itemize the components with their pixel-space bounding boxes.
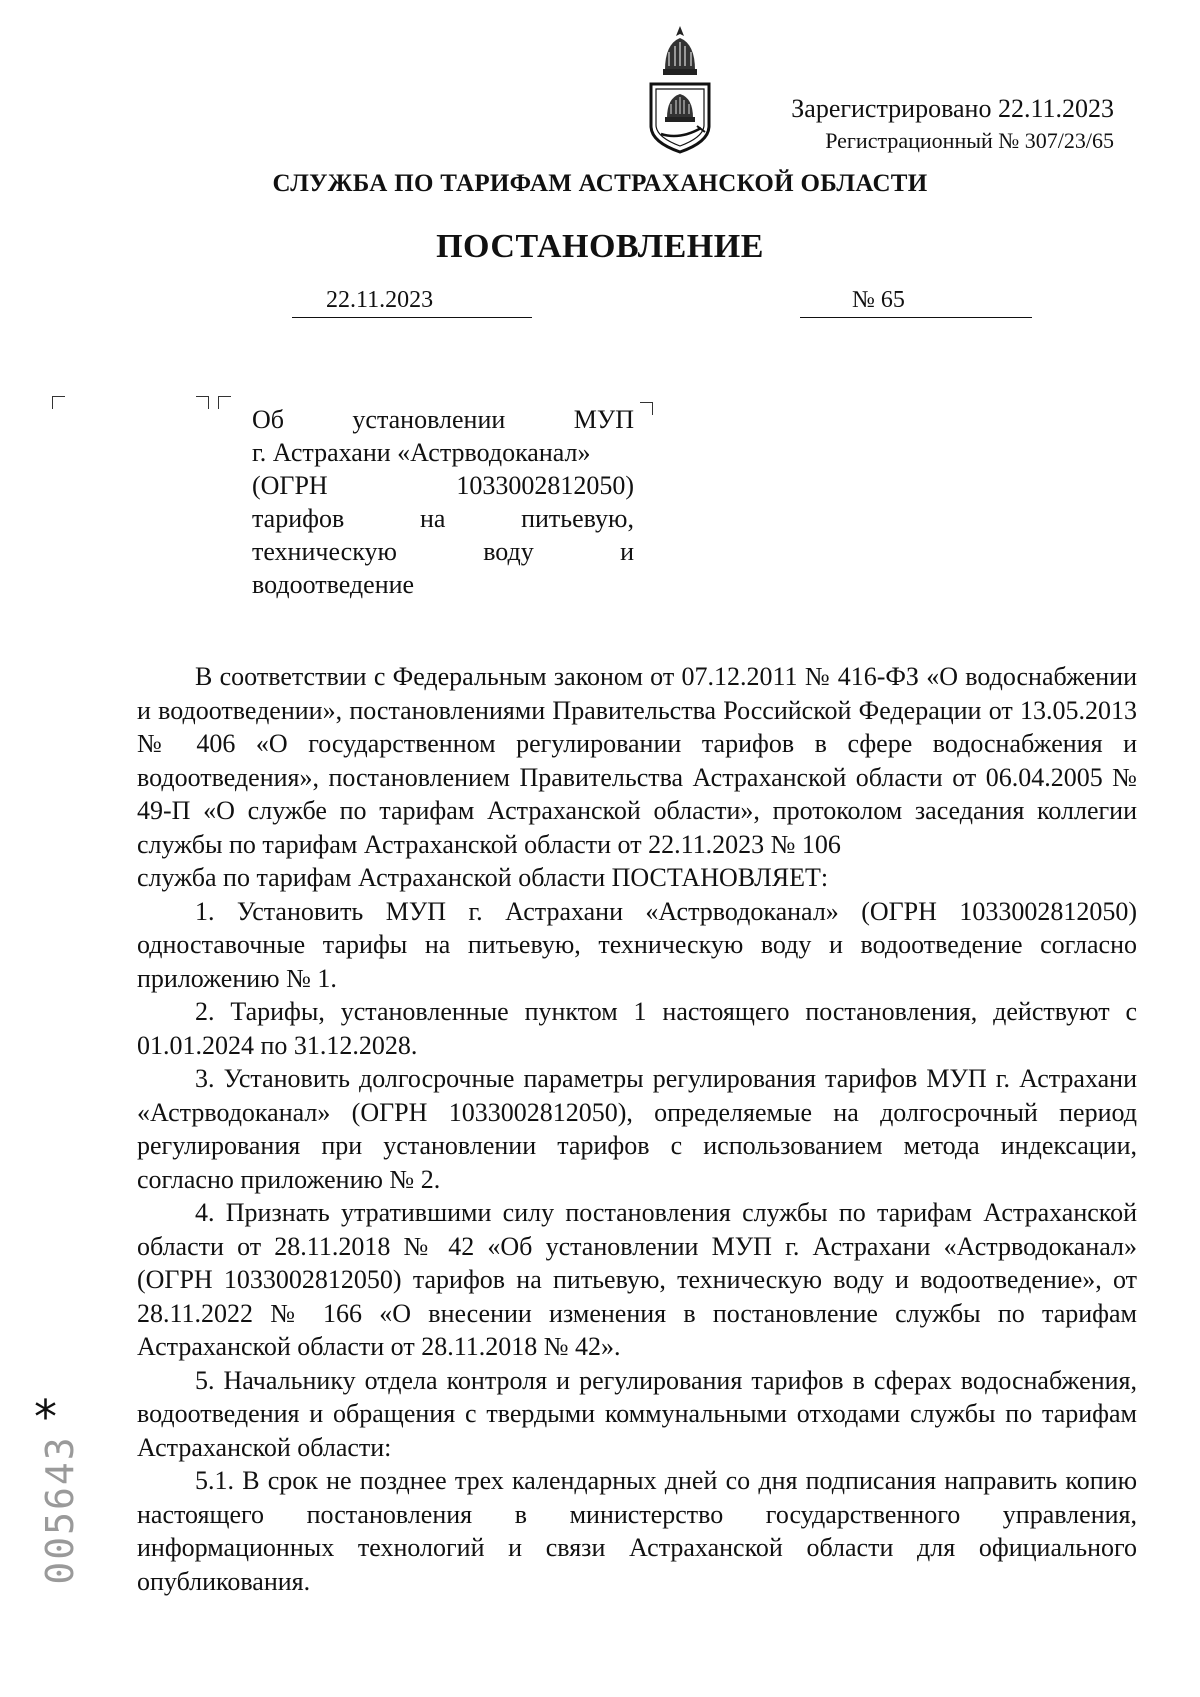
document-number-field: [800, 287, 1032, 318]
clause-paragraph: 2. Тарифы, установленные пунктом 1 настоящего постановления, действуют с 01.01.2024 по 31.12.2028.: [137, 997, 1137, 1060]
subject-line: (ОГРН 1033002812050): [252, 471, 634, 500]
document-date: 22.11.2023: [326, 287, 434, 313]
preamble-paragraph: В соответствии с Федеральным законом от 07.12.2011 № 416-ФЗ «О водоснабжении и водоотведении», постановлениями Правительства Российской Федерации от 13.05.2013 № 406 «О государственном регулировании тарифов в сфере водоснабжения и водоотведения», постановлением Правительства Астраханской области от 06.04.2005 № 49-П «О службе по тарифам Астраханской области», протоколом заседания коллегии службы по тарифам Астраханской области от 22.11.2023 № 106: [137, 662, 1137, 859]
subject-line: тарифов на питьевую,: [252, 504, 634, 533]
document-body: [137, 660, 1137, 1598]
margin-star-mark: *: [34, 1390, 57, 1444]
registration-number: Регистрационный № 307/23/65: [825, 128, 1114, 153]
document-type-title: ПОСТАНОВЛЕНИЕ: [436, 228, 764, 265]
subject-line: водоотведение: [252, 570, 415, 599]
bracket-corner-mark: [196, 396, 209, 409]
registration-block: [791, 92, 1114, 156]
registration-date: Зарегистрировано 22.11.2023: [791, 94, 1114, 123]
subject-line: Об установлении МУП: [252, 405, 634, 434]
bracket-corner-mark: [52, 396, 65, 409]
resolves-line: служба по тарифам Астраханской области ПОСТАНОВЛЯЕТ:: [137, 863, 829, 892]
subject-line: техническую воду и: [252, 537, 634, 566]
bracket-corner-mark: [218, 396, 231, 409]
document-subject: [252, 403, 634, 601]
subject-line: г. Астрахани «Астрводоканал»: [252, 438, 591, 467]
clause-paragraph: 5. Начальнику отдела контроля и регулирования тарифов в сферах водоснабжения, водоотведения и обращения с твердыми коммунальными отходами службы по тарифам Астраханской области:: [137, 1365, 1137, 1462]
bracket-corner-mark: [640, 402, 653, 415]
coat-of-arms-icon: [635, 22, 725, 157]
margin-serial-stamp: [38, 1435, 82, 1585]
clause-paragraph: 4. Признать утратившими силу постановления службы по тарифам Астраханской области от 28.11.2018 № 42 «Об установлении МУП г. Астрахани «Астрводоканал» (ОГРН 1033002812050) тарифов на питьевую, техническую воду и водоотведение», от 28.11.2022 № 166 «О внесении изменения в постановление службы по тарифам Астраханской области от 28.11.2018 № 42».: [137, 1198, 1137, 1361]
margin-serial-number: 005643: [38, 1435, 82, 1585]
document-number: № 65: [852, 287, 905, 313]
organization-title: СЛУЖБА ПО ТАРИФАМ АСТРАХАНСКОЙ ОБЛАСТИ: [272, 170, 928, 197]
document-date-field: [292, 287, 532, 318]
clause-paragraph: 3. Установить долгосрочные параметры регулирования тарифов МУП г. Астрахани «Астрводоканал» (ОГРН 1033002812050), определяемые на долгосрочный период регулирования при установлении тарифов с использованием метода индексации, согласно приложению № 2.: [137, 1064, 1137, 1194]
clause-paragraph: 5.1. В срок не позднее трех календарных дней со дня подписания направить копию настоящего постановления в министерство государственного управления, информационных технологий и связи Астраханской области для официального опубликования.: [137, 1466, 1137, 1596]
clause-paragraph: 1. Установить МУП г. Астрахани «Астрводоканал» (ОГРН 1033002812050) одноставочные тарифы на питьевую, техническую воду и водоотведение согласно приложению № 1.: [137, 896, 1137, 993]
